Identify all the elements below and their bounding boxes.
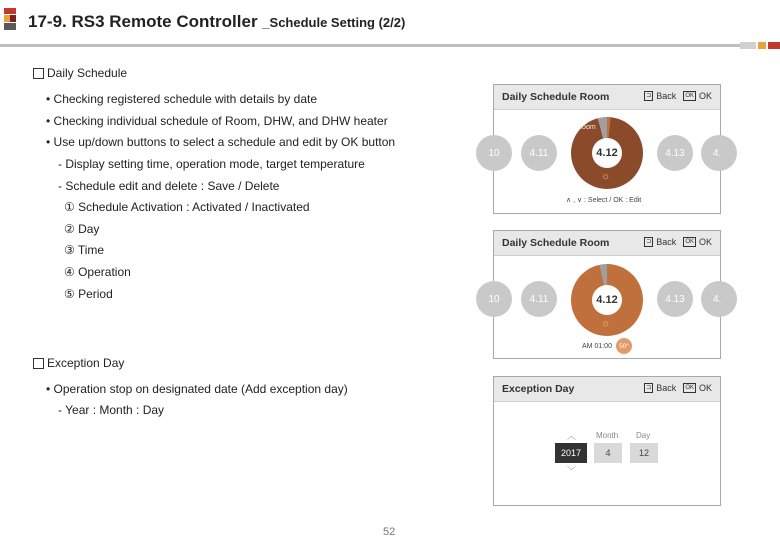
checkbox-bullet-icon bbox=[33, 358, 44, 369]
target-temperature-badge: 50° bbox=[616, 338, 632, 354]
back-key-icon[interactable]: ⊐ bbox=[646, 239, 652, 245]
daily-line-1: • Checking registered schedule with details by date bbox=[46, 92, 318, 106]
schedule-ring-selected[interactable] bbox=[571, 264, 643, 336]
date-circle[interactable]: 4. bbox=[701, 281, 737, 317]
day-label: Day bbox=[636, 431, 651, 440]
daily-line-3: • Use up/down buttons to select a schedule and edit by OK button bbox=[46, 135, 396, 149]
daily-line-9: ④ Operation bbox=[64, 265, 131, 279]
screen-header bbox=[494, 85, 720, 110]
exception-day-heading-text: Exception Day bbox=[47, 356, 125, 370]
daily-line-10: ⑤ Period bbox=[64, 287, 113, 301]
daily-schedule-screen-list bbox=[488, 84, 722, 214]
selected-date: 4.12 bbox=[592, 138, 622, 168]
daily-schedule-heading bbox=[33, 66, 127, 80]
daily-line-6: ① Schedule Activation : Activated / Inactivated bbox=[64, 200, 310, 214]
back-key-icon[interactable]: ⊐ bbox=[646, 93, 652, 99]
exception-day-screen bbox=[493, 376, 721, 506]
date-circle[interactable]: 10 bbox=[476, 281, 512, 317]
date-circle[interactable]: 10 bbox=[476, 135, 512, 171]
screen-title: Exception Day bbox=[502, 383, 575, 395]
header-divider-accent bbox=[740, 42, 780, 49]
daily-line-5: - Schedule edit and delete : Save / Delete bbox=[58, 179, 280, 193]
title-subtitle: _Schedule Setting (2/2) bbox=[262, 15, 406, 30]
chevron-up-icon[interactable]: ︿ bbox=[567, 431, 577, 441]
ring-mode-label: Room bbox=[577, 124, 596, 131]
daily-line-2: • Checking individual schedule of Room, DHW, and DHW heater bbox=[46, 114, 388, 128]
ok-key-icon[interactable]: OK bbox=[685, 239, 694, 245]
screen-nav bbox=[644, 237, 712, 247]
screen-header bbox=[494, 231, 720, 256]
date-circle[interactable]: 4.13 bbox=[657, 281, 693, 317]
day-field[interactable]: 12 bbox=[630, 443, 658, 463]
chevron-down-icon[interactable]: ﹀ bbox=[567, 466, 577, 476]
daily-line-8: ③ Time bbox=[64, 243, 105, 257]
schedule-ring-selected[interactable] bbox=[571, 117, 643, 189]
ok-button[interactable]: OK bbox=[698, 383, 712, 393]
screen-nav bbox=[644, 383, 712, 393]
ok-button[interactable]: OK bbox=[698, 237, 712, 247]
back-key-icon[interactable]: ⊐ bbox=[646, 385, 652, 391]
date-circle[interactable]: 4. bbox=[701, 135, 737, 171]
selected-date: 4.12 bbox=[592, 285, 622, 315]
header-divider bbox=[0, 44, 740, 47]
back-button[interactable]: Back bbox=[656, 383, 677, 393]
daily-line-4: - Display setting time, operation mode, target temperature bbox=[58, 157, 365, 171]
screen-header bbox=[494, 377, 720, 402]
sun-icon: ☼ bbox=[601, 318, 611, 329]
daily-schedule-heading-text: Daily Schedule bbox=[47, 66, 128, 80]
back-button[interactable]: Back bbox=[656, 91, 677, 101]
ok-button[interactable]: OK bbox=[698, 91, 712, 101]
date-circle[interactable]: 4.13 bbox=[657, 135, 693, 171]
checkbox-bullet-icon bbox=[33, 68, 44, 79]
daily-schedule-screen-detail bbox=[488, 230, 722, 359]
ok-key-icon[interactable]: OK bbox=[685, 93, 694, 99]
screen-title: Daily Schedule Room bbox=[502, 91, 610, 103]
month-label: Month bbox=[596, 431, 619, 440]
year-field[interactable]: 2017 bbox=[555, 443, 587, 463]
exception-day-heading bbox=[33, 356, 124, 370]
date-circle[interactable]: 4.11 bbox=[521, 135, 557, 171]
screen-nav bbox=[644, 91, 712, 101]
page-number: 52 bbox=[383, 526, 396, 538]
exception-line-1: • Operation stop on designated date (Add exception day) bbox=[46, 382, 348, 396]
daily-line-7: ② Day bbox=[64, 222, 100, 236]
screen-hint: ∧ , ∨ : Select / OK : Edit bbox=[566, 197, 642, 204]
company-logo bbox=[4, 8, 16, 30]
exception-line-2: - Year : Month : Day bbox=[58, 403, 165, 417]
page-title bbox=[28, 12, 405, 32]
back-button[interactable]: Back bbox=[656, 237, 677, 247]
month-field[interactable]: 4 bbox=[594, 443, 622, 463]
screen-title: Daily Schedule Room bbox=[502, 237, 610, 249]
date-circle[interactable]: 4.11 bbox=[521, 281, 557, 317]
ok-key-icon[interactable]: OK bbox=[685, 385, 694, 391]
title-main: 17-9. RS3 Remote Controller bbox=[28, 12, 258, 31]
sun-icon: ☼ bbox=[601, 171, 611, 182]
schedule-time: AM 01:00 bbox=[582, 343, 612, 350]
